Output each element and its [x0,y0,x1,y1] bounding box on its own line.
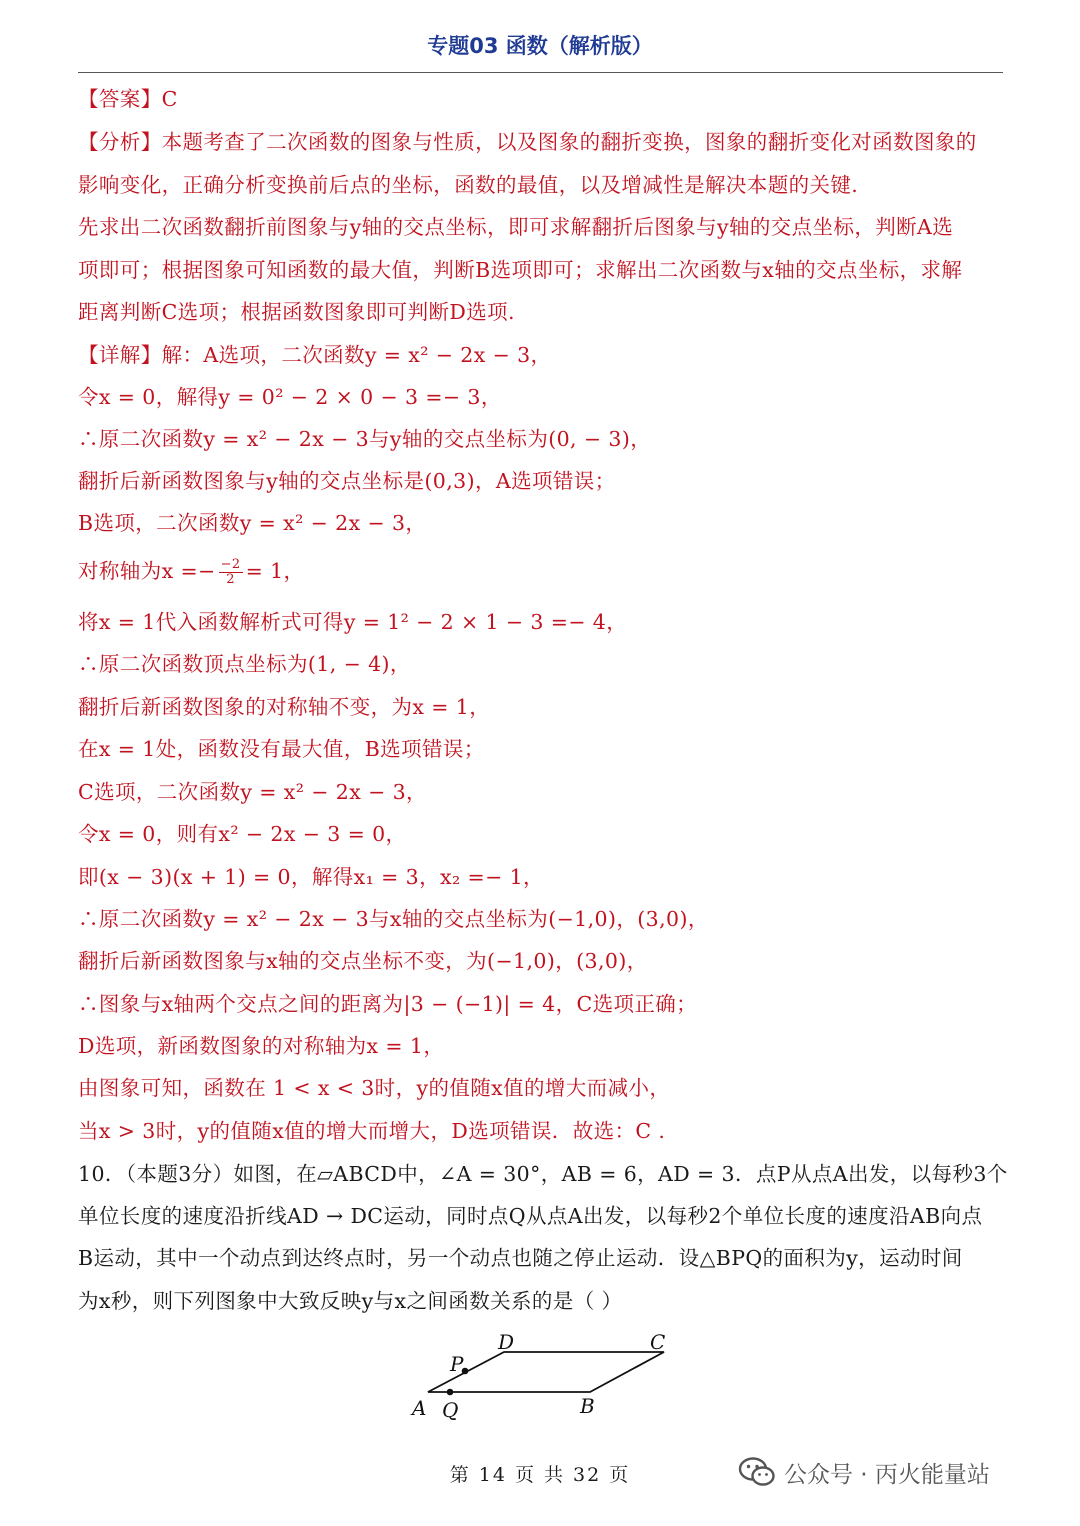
detail-line-5: B选项，二次函数y = x² − 2x − 3， [78,511,427,535]
point-q-dot [447,1389,454,1396]
detail-line-11: C选项，二次函数y = x² − 2x − 3， [78,780,427,804]
detail-line-9: 翻折后新函数图象的对称轴不变，为x = 1， [78,695,491,719]
label-p: P [450,1352,464,1376]
label-b: B [580,1394,595,1418]
analysis-text-1: 本题考查了二次函数的图象与性质，以及图象的翻折变换，图象的翻折变化对函数图象的 [161,130,977,154]
detail-line-8: ∴原二次函数顶点坐标为(1, − 4)， [78,652,411,676]
analysis-line-2: 影响变化，正确分析变换前后点的坐标，函数的最值，以及增减性是解决本题的关键. [78,173,859,197]
label-c: C [650,1330,666,1354]
detail-line-16: ∴图象与x轴两个交点之间的距离为|3 − (−1)| = 4，C选项正确； [78,992,698,1016]
detail-line-7: 将x = 1代入函数解析式可得y = 1² − 2 × 1 − 3 =− 4， [78,610,628,634]
analysis-line-4: 项即可；根据图象可知函数的最大值，判断B选项即可；求解出二次函数与x轴的交点坐标，求解 [78,258,963,282]
page-title: 专题03 函数（解析版） [427,34,653,58]
parallelogram-figure [400,1325,690,1425]
detail-line-3: ∴原二次函数y = x² − 2x − 3与y轴的交点坐标为(0, − 3)， [78,427,652,451]
question-10-line-2: 单位长度的速度沿折线AD → DC运动，同时点Q从点A出发，以每秒2个单位长度的速度沿AB向点 [78,1204,983,1228]
label-a: A [412,1396,427,1420]
fraction [219,558,243,587]
axis-result: = 1， [245,559,305,583]
detail-line-10: 在x = 1处，函数没有最大值，B选项错误； [78,737,485,761]
question-10-line-1: 10．（本题3分）如图，在▱ABCD中，∠A = 30°，AB = 6，AD = 3．点P从点A出发，以每秒3个 [78,1162,1008,1186]
answer-line [78,84,1008,114]
detail-line-13: 即(x − 3)(x + 1) = 0，解得x₁ = 3，x₂ =− 1， [78,865,544,889]
analysis-line-3: 先求出二次函数翻折前图象与y轴的交点坐标，即可求解翻折后图象与y轴的交点坐标，判断A选 [78,215,954,239]
answer-tag: 【答案】 [78,87,162,111]
question-10-line-3: B运动，其中一个动点到达终点时，另一个动点也随之停止运动．设△BPQ的面积为y，运动时间 [78,1246,963,1270]
watermark-text: 公众号 · 丙火能量站 [784,1461,990,1488]
analysis-line-5: 距离判断C选项；根据函数图象即可判断D选项. [78,300,515,324]
detail-line-2: 令x = 0，解得y = 0² − 2 × 0 − 3 =− 3， [78,385,502,409]
analysis-line-1 [78,127,1008,157]
detail-tag: 【详解】 [78,343,162,367]
header-rule [78,72,1003,73]
analysis-tag: 【分析】 [78,130,162,154]
detail-line-17: D选项，新函数图象的对称轴为x = 1， [78,1034,445,1058]
fraction-denominator: 2 [226,572,235,587]
wechat-icon [738,1456,776,1488]
detail-line-12: 令x = 0，则有x² − 2x − 3 = 0， [78,822,407,846]
page-footer: 第 14 页 共 32 页 [449,1464,631,1486]
fraction-numerator: −2 [220,557,241,572]
detail-line-1 [78,340,1008,370]
question-10-line-4: 为x秒，则下列图象中大致反映y与x之间函数关系的是（ ） [78,1289,623,1313]
detail-line-4: 翻折后新函数图象与y轴的交点坐标是(0,3)，A选项错误； [78,469,616,493]
detail-line-15: 翻折后新函数图象与x轴的交点坐标不变，为(−1,0)，(3,0)， [78,949,648,973]
watermark [738,1452,990,1492]
detail-line-14: ∴原二次函数y = x² − 2x − 3与x轴的交点坐标为(−1,0)，(3,0)， [78,907,709,931]
axis-text: 对称轴为x =− [78,559,216,583]
detail-text-1: 解：A选项，二次函数y = x² − 2x − 3， [161,343,552,367]
label-d: D [498,1330,515,1354]
detail-line-19: 当x > 3时，y的值随x值的增大而增大，D选项错误．故选：C . [78,1119,666,1143]
detail-line-6 [78,556,1008,587]
answer-value: C [161,87,178,111]
detail-line-18: 由图象可知，函数在 1 < x < 3时，y的值随x值的增大而减小， [78,1076,671,1100]
label-q: Q [442,1398,459,1422]
